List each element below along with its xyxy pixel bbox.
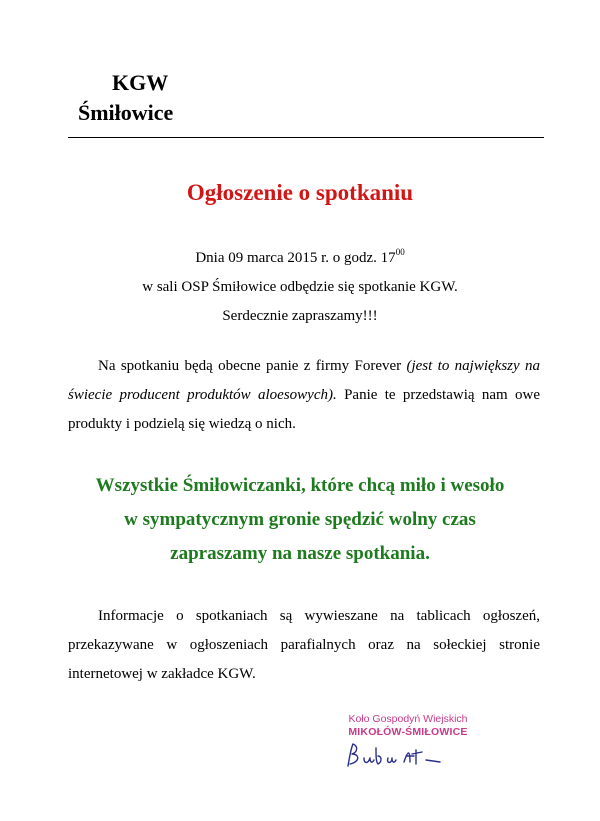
highlight-line-3: zapraszamy na nasze spotkania.	[170, 543, 430, 564]
highlight-line-2: w sympatycznym gronie spędzić wolny czas	[124, 509, 476, 530]
announcement-title: Ogłoszenie o spotkaniu	[186, 180, 414, 205]
highlight-line-1: Wszystkie Śmiłowiczanki, które chcą miło i wesoło	[95, 475, 505, 496]
header-divider	[68, 137, 544, 138]
stamp-line-1: Koło Gospodyń Wiejskich	[348, 713, 468, 725]
meeting-time-superscript: 00	[395, 247, 405, 257]
stamp-line-2: MIKOŁÓW-ŚMIŁOWICE	[348, 726, 468, 738]
information-paragraph: Informacje o spotkaniach są wywieszane na tablicach ogłoszeń, przekazywane w ogłoszeniach parafialnych oraz na sołeckiej stronie internetowej w zakładce KGW.	[68, 608, 540, 682]
header-line-kgw: KGW	[112, 70, 169, 95]
forever-paragraph-end: Panie te przedstawią nam owe produkty i podzielą się wiedzą o nich.	[68, 387, 540, 432]
forever-paragraph-italic: (jest to największy na świecie producent produktów aloesowych).	[68, 358, 540, 403]
header-line-town: Śmiłowice	[78, 100, 174, 125]
invitation-line: Serdecznie zapraszamy!!!	[222, 308, 378, 324]
meeting-location-line: w sali OSP Śmiłowice odbędzie się spotkanie KGW.	[142, 279, 458, 295]
meeting-date-text: Dnia 09 marca 2015 r. o godz. 17	[195, 250, 396, 266]
highlight-invitation	[0, 469, 600, 571]
meeting-date-line	[0, 238, 600, 273]
meeting-details	[0, 238, 600, 331]
handwritten-signature	[344, 740, 444, 772]
forever-paragraph	[68, 352, 540, 439]
organization-header	[78, 68, 173, 128]
organization-stamp	[338, 713, 478, 739]
forever-paragraph-start: Na spotkaniu będą obecne panie z firmy Forever	[98, 358, 407, 374]
